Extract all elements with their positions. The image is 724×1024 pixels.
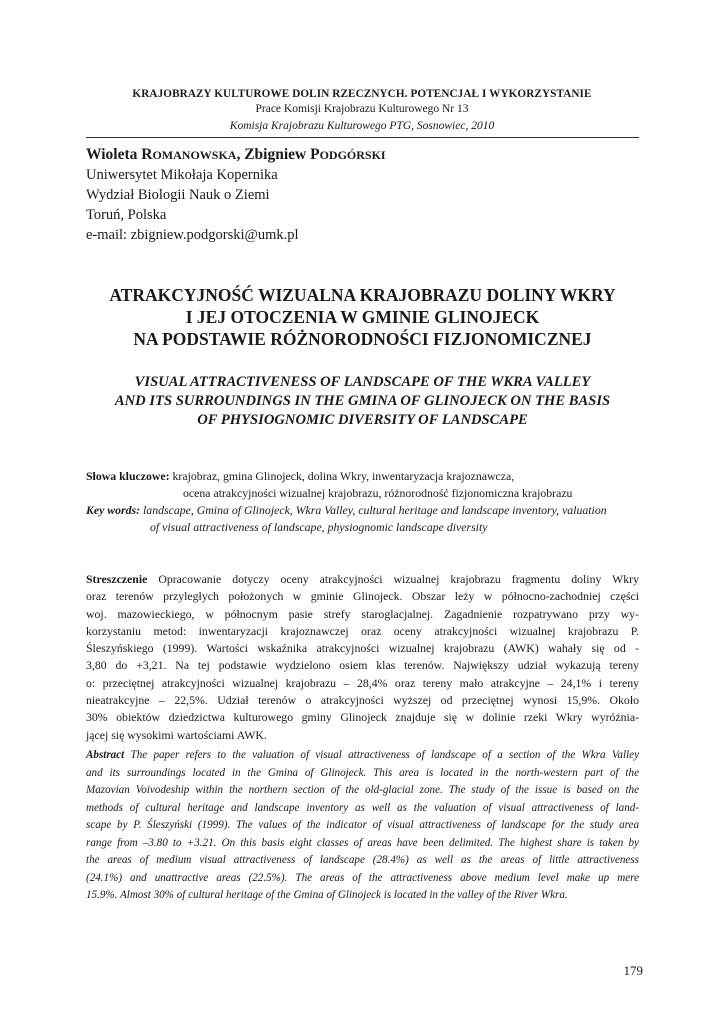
streszczenie-line: Śleszyńskiego (1999). Wartości wskaźnika atrakcyjności wizualnej krajobrazu (AWK) wahały się od - (86, 641, 639, 656)
title-en-line-3: OF PHYSIOGNOMIC DIVERSITY OF LANDSCAPE (197, 412, 528, 428)
abstract-line: (24.1%) and unattractive areas (22.5%). The areas of the attractiveness above medium level make up mere (86, 871, 639, 884)
abstract-label: Abstract (86, 749, 125, 761)
abstract-line: range from –3.80 to +3.21. On this basis eight classes of areas have been delimited. The highest share is taken by (86, 836, 639, 849)
abstract-paragraph (86, 747, 639, 905)
affiliation-university: Uniwersytet Mikołaja Kopernika (86, 167, 278, 183)
abstract-line: 15.9%. Almost 30% of cultural heritage of the Gmina of Glinojeck is located in the valley of the River Wkra. (86, 889, 568, 901)
keywords-pl-line-2: ocena atrakcyjności wizualnej krajobrazu, różnorodność fizjonomiczna krajobrazu (183, 486, 573, 500)
abstract-line: methods of cultural heritage and landscape inventory as well as the valuation of visual attractiveness of land- (86, 801, 639, 814)
keywords-en-label: Key words: (86, 503, 141, 517)
streszczenie-paragraph (86, 571, 639, 744)
author1-first: Wioleta (86, 146, 138, 163)
keywords-en-line-2: of visual attractiveness of landscape, physiognomic landscape diversity (150, 520, 488, 534)
streszczenie-line: 3,80 do +3,21. Na tej podstawie wydzielono osiem klas terenów. Największy udział wykazują tereny (86, 658, 639, 673)
abstract-line: and its surroundings located in the Gmina of Glinojeck. This area is located in the north-western part of the (86, 766, 639, 779)
streszczenie-line: woj. mazowieckiego, w północnym pasie strefy staroglacjalnej. Zagadnienie rozpatrywano przy wy- (86, 606, 639, 621)
title-pl-line-2: I JEJ OTOCZENIA W GMINIE GLINOJECK (185, 307, 540, 327)
streszczenie-line: nieatrakcyjne – 22,5%. Udział terenów o atrakcyjności wyższej od przeciętnej wynosi 15,9%. Około (86, 693, 639, 708)
keywords-pl-label: Słowa kluczowe: (86, 469, 170, 483)
streszczenie-line: oraz terenów przyległych położonych w gminie Glinojeck. Obszar leży w północno-zachodniej części (86, 589, 639, 604)
author2-first: Zbigniew (244, 146, 307, 163)
title-en-line-1: VISUAL ATTRACTIVENESS OF LANDSCAPE OF THE WKRA VALLEY (134, 374, 591, 390)
author2-last-initial: P (310, 146, 320, 163)
volume-title: Prace Komisji Krajobrazu Kulturowego Nr 13 (255, 103, 469, 115)
keywords-en-text-1: landscape, Gmina of Glinojeck, Wkra Valley, cultural heritage and landscape inventory, valuation (140, 503, 607, 517)
abstract-line: Abstract The paper refers to the valuation of visual attractiveness of landscape of a section of the Wkra Valley (86, 749, 639, 761)
publisher-line: Komisja Krajobrazu Kulturowego PTG, Sosnowiec, 2010 (229, 120, 495, 132)
author2-last-rest: ODGÓRSKI (319, 148, 386, 162)
keywords-pl-line-1 (86, 468, 514, 485)
page-number: 179 (623, 963, 643, 978)
streszczenie-line: jącej się wysokimi wartościami AWK. (86, 727, 267, 742)
keywords-en-line-1 (86, 502, 607, 519)
affiliation-email: e-mail: zbigniew.podgorski@umk.pl (86, 227, 299, 243)
streszczenie-label: Streszczenie (86, 572, 148, 586)
affiliation-faculty: Wydział Biologii Nauk o Ziemi (86, 187, 270, 203)
streszczenie-line: Streszczenie Opracowanie dotyczy oceny atrakcyjności wizualnej krajobrazu fragmentu doliny Wkry (86, 572, 639, 586)
streszczenie-line: o: przeciętnej atrakcyjności wizualnej krajobrazu – 28,4% oraz tereny mało atrakcyjne – 24,1% i tereny (86, 675, 639, 690)
series-title: KRAJOBRAZY KULTUROWE DOLIN RZECZNYCH. POTENCJAŁ I WYKORZYSTANIE (132, 88, 592, 100)
abstract-line: the areas of medium visual attractiveness of landscape (28.4%) as well as the areas of little attractiveness (86, 854, 639, 866)
affiliation-city: Toruń, Polska (86, 207, 167, 223)
header-rule (86, 137, 639, 138)
author1-last-rest: OMANOWSKA (152, 148, 237, 162)
author-separator: , (236, 146, 245, 163)
abstract-line: Mazovian Voivodeship within the northern section of the old-glacial zone. The study of the issue is based on the (86, 784, 639, 796)
title-en-line-2: AND ITS SURROUNDINGS IN THE GMINA OF GLINOJECK ON THE BASIS (114, 393, 611, 409)
author-names (86, 145, 386, 165)
abstract-line: scape by P. Śleszyński (1999). The values of the indicator of visual attractiveness of landscape for the study area (86, 819, 639, 831)
title-pl-line-1: ATRAKCYJNOŚĆ WIZUALNA KRAJOBRAZU DOLINY WKRY (109, 285, 616, 305)
title-pl-line-3: NA PODSTAWIE RÓŻNORODNOŚCI FIZJONOMICZNEJ (133, 329, 592, 349)
streszczenie-line: korzystaniu metod: inwentaryzacji krajoznawczej oraz oceny atrakcyjności wizualnej krajobrazu P. (86, 623, 639, 638)
author1-last-initial: R (141, 146, 153, 163)
keywords-pl-text-1: krajobraz, gmina Glinojeck, dolina Wkry, inwentaryzacja krajoznawcza, (169, 469, 515, 483)
streszczenie-line: 30% obiektów dziedzictwa kulturowego gminy Glinojeck znajduje się w dolinie rzeki Wkry wyróżnia- (86, 710, 639, 725)
